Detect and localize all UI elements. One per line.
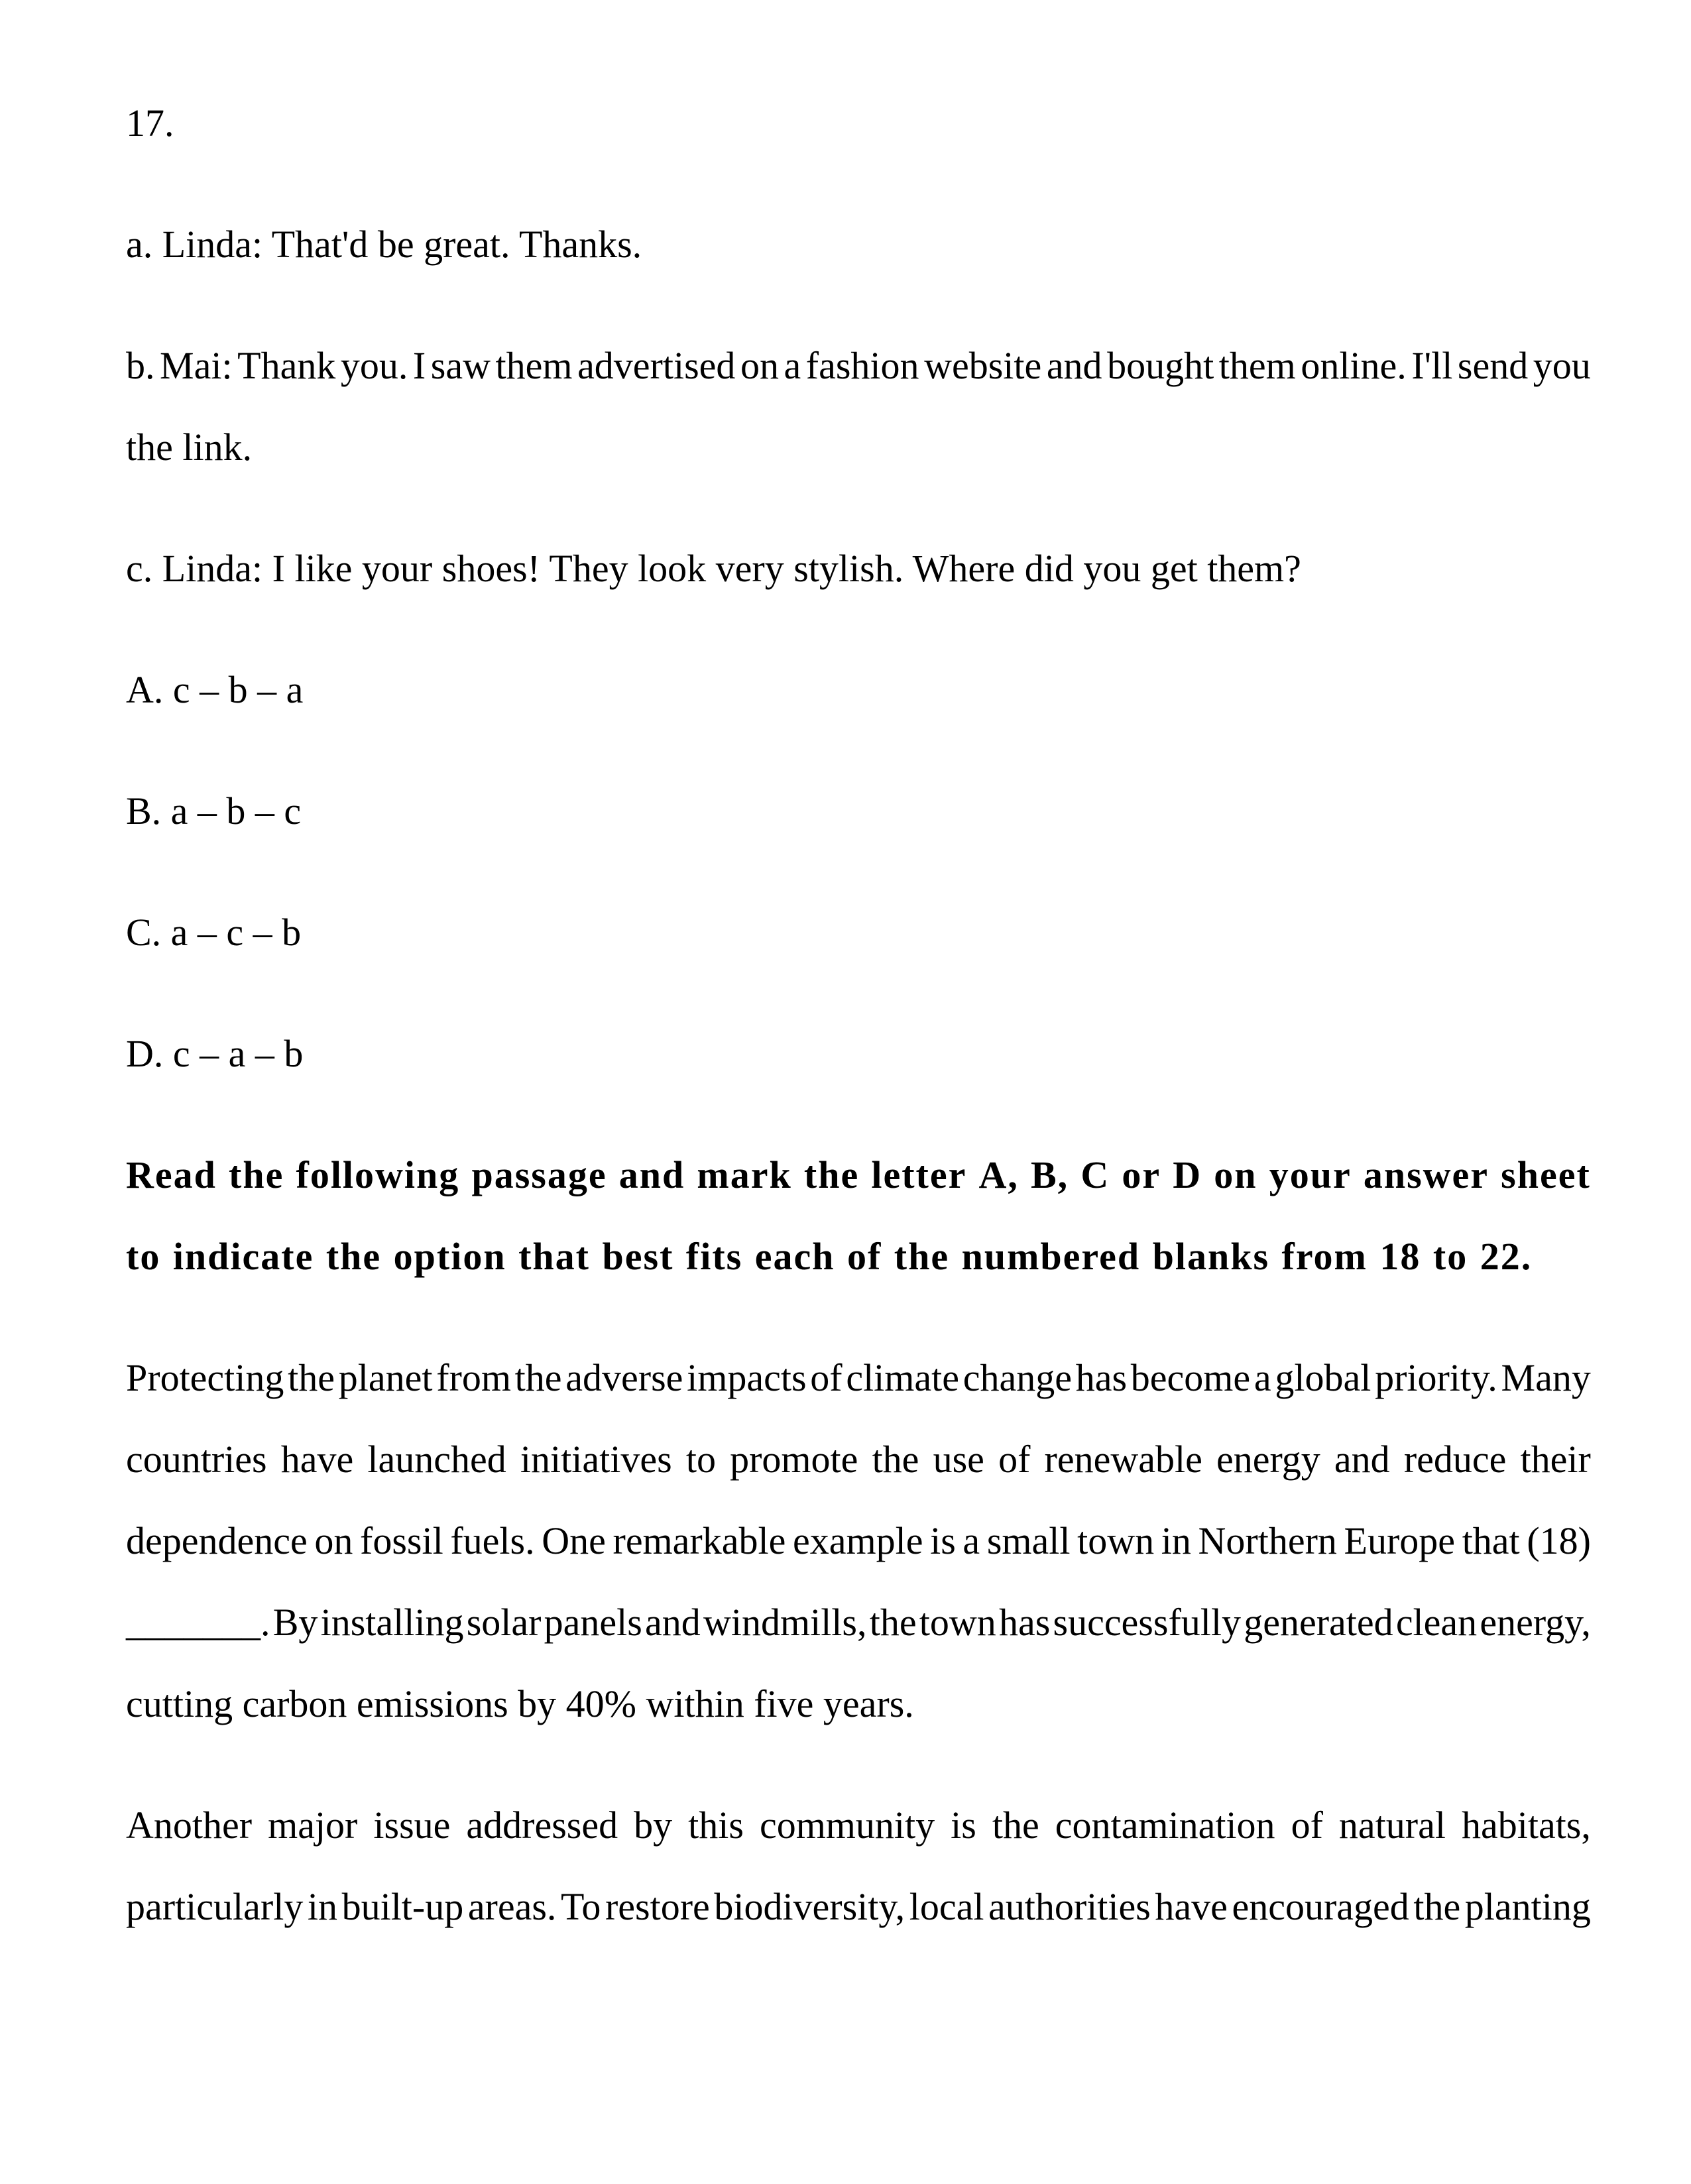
text-line: to indicate the option that best fits each of the numbered blanks from 18 to 22. — [126, 1235, 1533, 1278]
word: habitats, — [1461, 1804, 1591, 1847]
word: solar — [466, 1601, 542, 1644]
word: online. — [1301, 344, 1407, 387]
word: Mai: — [160, 344, 233, 387]
word: your — [1269, 1153, 1352, 1196]
text-line: cutting carbon emissions by 40% within five years. — [126, 1682, 914, 1725]
word: a — [784, 344, 801, 387]
word: contamination — [1055, 1804, 1275, 1847]
text-line — [126, 1418, 1591, 1500]
word: Read — [126, 1153, 217, 1196]
word: on — [740, 344, 779, 387]
word: by — [634, 1804, 673, 1847]
word: of — [998, 1438, 1031, 1481]
word: you — [1533, 344, 1591, 387]
word: issue — [373, 1804, 451, 1847]
word: sheet — [1501, 1153, 1591, 1196]
word: clean — [1395, 1601, 1478, 1644]
word: C — [1080, 1153, 1110, 1196]
word: initiatives — [520, 1438, 672, 1481]
word: to — [685, 1438, 716, 1481]
text-line — [126, 325, 1591, 406]
word: has — [998, 1601, 1051, 1644]
word: that — [1462, 1519, 1520, 1562]
word: A, — [978, 1153, 1019, 1196]
dialogue-line-b — [126, 325, 1591, 488]
word: areas. — [467, 1885, 557, 1928]
word: windmills, — [703, 1601, 867, 1644]
word: _______. — [126, 1601, 270, 1644]
word: the — [1413, 1885, 1461, 1928]
word: authorities — [988, 1885, 1151, 1928]
word: send — [1457, 344, 1529, 387]
word: I — [412, 344, 426, 387]
word: the — [992, 1804, 1039, 1847]
word: fuels. — [450, 1519, 535, 1562]
word: a — [962, 1519, 980, 1562]
word: To — [561, 1885, 601, 1928]
word: Thank — [237, 344, 336, 387]
text-line — [126, 1784, 1591, 1866]
text-line — [126, 1581, 1591, 1663]
word: following — [296, 1153, 460, 1196]
word: example — [792, 1519, 923, 1562]
word: in — [307, 1885, 338, 1928]
word: town — [1077, 1519, 1155, 1562]
word: B, — [1031, 1153, 1069, 1196]
word: installing — [320, 1601, 464, 1644]
text-line: c. Linda: I like your shoes! They look very stylish. Where did you get them? — [126, 547, 1301, 590]
word: their — [1520, 1438, 1591, 1481]
text-line: B. a – b – c — [126, 789, 302, 833]
word: have — [280, 1438, 354, 1481]
word: the — [803, 1153, 860, 1196]
word: advertised — [577, 344, 736, 387]
word: fossil — [360, 1519, 443, 1562]
word: saw — [430, 344, 491, 387]
word: built-up — [341, 1885, 464, 1928]
word: them — [1218, 344, 1296, 387]
word: small — [986, 1519, 1071, 1562]
word: I'll — [1411, 344, 1453, 387]
passage-paragraph-2 — [126, 1784, 1591, 1947]
question-number-17 — [126, 82, 1591, 164]
word: letter — [871, 1153, 967, 1196]
word: community — [759, 1804, 935, 1847]
word: remarkable — [612, 1519, 786, 1562]
word: the — [514, 1356, 562, 1399]
word: successfully — [1053, 1601, 1241, 1644]
word: (18) — [1527, 1519, 1591, 1562]
dialogue-line-a — [126, 203, 1591, 285]
word: One — [542, 1519, 606, 1562]
word: and — [1334, 1438, 1390, 1481]
word: website — [924, 344, 1042, 387]
word: and — [645, 1601, 701, 1644]
word: use — [933, 1438, 984, 1481]
text-line: a. Linda: That'd be great. Thanks. — [126, 223, 642, 266]
word: and — [1046, 344, 1102, 387]
word: bought — [1107, 344, 1214, 387]
word: passage — [471, 1153, 607, 1196]
answer-option-B — [126, 770, 1591, 852]
word: fashion — [805, 344, 919, 387]
word: the — [229, 1153, 284, 1196]
instruction-heading — [126, 1134, 1591, 1297]
word: mark — [697, 1153, 792, 1196]
word: and — [618, 1153, 685, 1196]
word: change — [962, 1356, 1072, 1399]
word: is — [930, 1519, 956, 1562]
word: renewable — [1044, 1438, 1202, 1481]
word: them — [495, 344, 573, 387]
word: of — [1291, 1804, 1323, 1847]
word: on — [314, 1519, 353, 1562]
word: restore — [605, 1885, 710, 1928]
word: is — [951, 1804, 976, 1847]
text-line — [126, 1866, 1591, 1947]
word: natural — [1338, 1804, 1446, 1847]
exam-text-content — [126, 82, 1591, 1987]
word: Another — [126, 1804, 253, 1847]
text-line: the link. — [126, 426, 253, 469]
word: panels — [544, 1601, 642, 1644]
word: launched — [367, 1438, 506, 1481]
word: biodiversity, — [714, 1885, 905, 1928]
word: adverse — [565, 1356, 683, 1399]
word: has — [1075, 1356, 1128, 1399]
text-line — [126, 1337, 1591, 1418]
dialogue-line-c — [126, 528, 1591, 609]
word: you. — [340, 344, 408, 387]
text-line — [126, 1500, 1591, 1581]
word: impacts — [687, 1356, 807, 1399]
word: By — [272, 1601, 318, 1644]
word: of — [810, 1356, 843, 1399]
word: the — [869, 1601, 917, 1644]
answer-option-A — [126, 649, 1591, 730]
word: Many — [1501, 1356, 1591, 1399]
word: in — [1161, 1519, 1191, 1562]
word: town — [919, 1601, 996, 1644]
word: particularly — [126, 1885, 304, 1928]
word: generated — [1244, 1601, 1393, 1644]
text-line — [126, 1134, 1591, 1216]
word: Protecting — [126, 1356, 284, 1399]
word: or — [1122, 1153, 1161, 1196]
word: the — [288, 1356, 335, 1399]
word: climate — [846, 1356, 960, 1399]
word: reduce — [1403, 1438, 1507, 1481]
passage-paragraph-1 — [126, 1337, 1591, 1745]
word: addressed — [466, 1804, 618, 1847]
word: the — [872, 1438, 919, 1481]
word: encouraged — [1232, 1885, 1409, 1928]
word: energy, — [1480, 1601, 1591, 1644]
word: priority. — [1375, 1356, 1497, 1399]
text-line: D. c – a – b — [126, 1032, 304, 1075]
text-line: A. c – b – a — [126, 668, 304, 711]
word: local — [909, 1885, 984, 1928]
word: planting — [1464, 1885, 1591, 1928]
word: from — [436, 1356, 511, 1399]
word: this — [688, 1804, 744, 1847]
answer-option-C — [126, 891, 1591, 973]
word: global — [1275, 1356, 1371, 1399]
word: dependence — [126, 1519, 308, 1562]
answer-option-D — [126, 1013, 1591, 1094]
text-line: C. a – c – b — [126, 911, 302, 954]
word: major — [268, 1804, 358, 1847]
word: promote — [730, 1438, 858, 1481]
word: Europe — [1344, 1519, 1456, 1562]
word: a — [1254, 1356, 1271, 1399]
word: planet — [338, 1356, 433, 1399]
word: Northern — [1198, 1519, 1337, 1562]
word: D — [1173, 1153, 1202, 1196]
word: answer — [1363, 1153, 1489, 1196]
word: b. — [126, 344, 155, 387]
word: energy — [1216, 1438, 1320, 1481]
word: become — [1130, 1356, 1251, 1399]
text-line: 17. — [126, 101, 174, 144]
word: countries — [126, 1438, 267, 1481]
word: have — [1155, 1885, 1228, 1928]
word: on — [1214, 1153, 1257, 1196]
